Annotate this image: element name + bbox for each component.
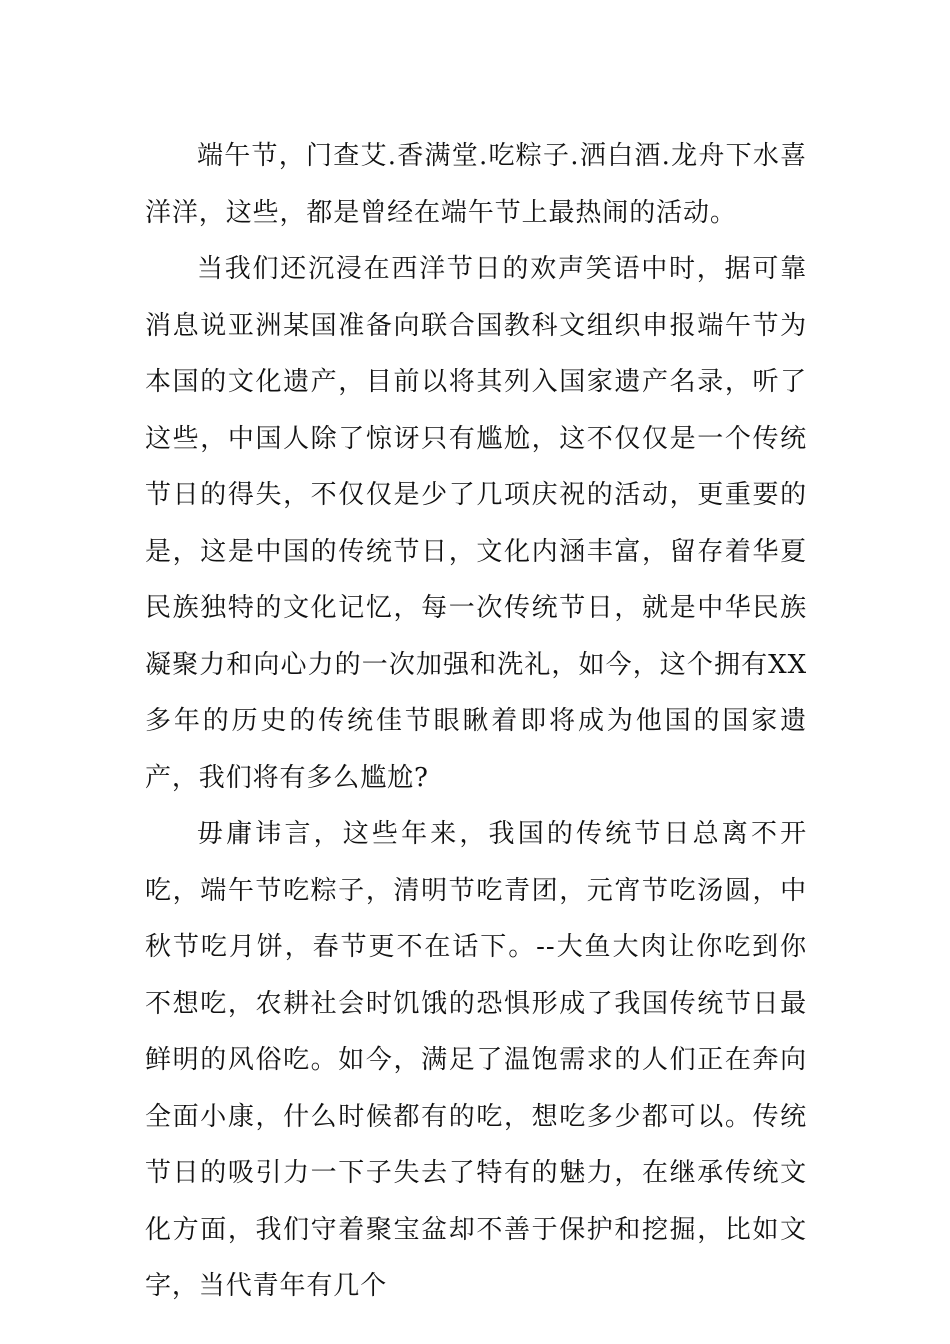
paragraph-1: 端午节，门查艾.香满堂.吃粽子.洒白酒.龙舟下水喜洋洋，这些，都是曾经在端午节上最热闹的活动。: [145, 141, 807, 228]
paragraph-3: 毋庸讳言，这些年来，我国的传统节日总离不开吃，端午节吃粽子，清明节吃青团，元宵节吃汤圆，中秋节吃月饼，春节更不在话下。--大鱼大肉让你吃到你不想吃，农耕社会时饥饿的恐惧形成了我国传统节日最鲜明的风俗吃。如今，满足了温饱需求的人们正在奔向全面小康，什么时候都有的吃，想吃多少都可以。传统节日的吸引力一下子失去了特有的魅力，在继承传统文化方面，我们守着聚宝盆却不善于保护和挖掘，比如文字，当代青年有几个: [145, 819, 807, 1301]
document-body: [145, 128, 807, 1315]
paragraph-2: 当我们还沉浸在西洋节日的欢声笑语中时，据可靠消息说亚洲某国准备向联合国教科文组织申报端午节为本国的文化遗产，目前以将其列入国家遗产名录，听了这些，中国人除了惊讶只有尴尬，这不仅仅是一个传统节日的得失，不仅仅是少了几项庆祝的活动，更重要的是，这是中国的传统节日，文化内涵丰富，留存着华夏民族独特的文化记忆，每一次传统节日，就是中华民族凝聚力和向心力的一次加强和洗礼，如今，这个拥有XX多年的历史的传统佳节眼瞅着即将成为他国的国家遗产，我们将有多么尴尬?: [145, 254, 807, 793]
